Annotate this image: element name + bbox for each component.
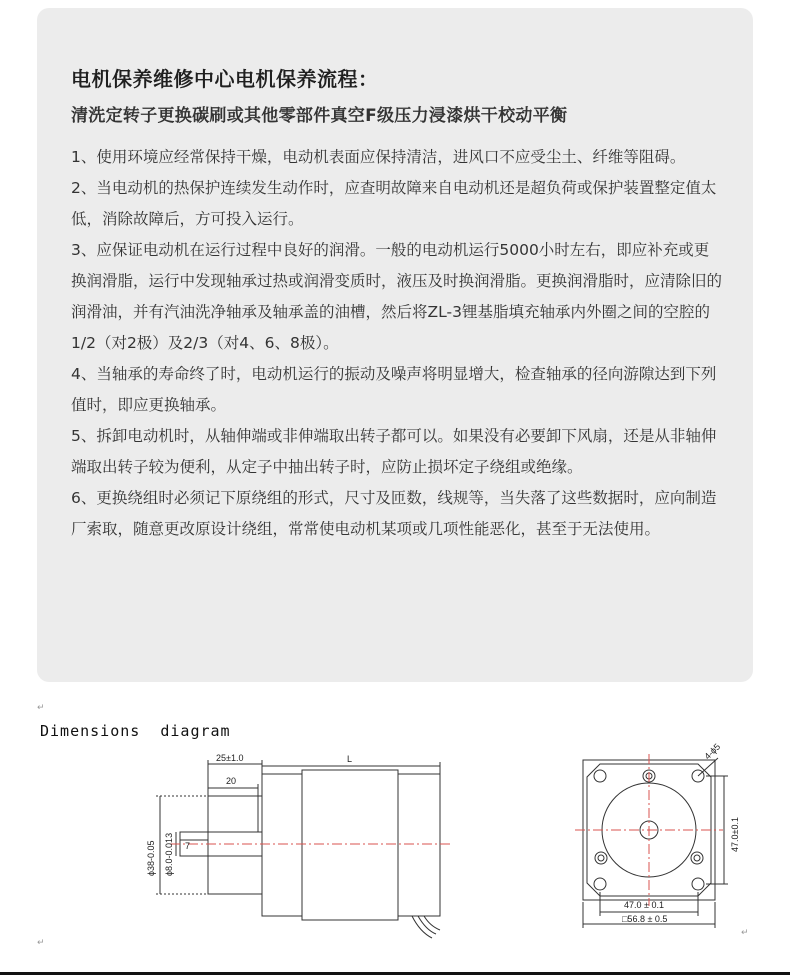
step-paragraph: 6、更换绕组时必须记下原绕组的形式，尺寸及匝数，线规等，当失落了这些数据时，应向制造厂索取，随意更改原设计绕组，常常使电动机某项或几项性能恶化，甚至于无法使用。 [71, 489, 717, 538]
dim-shaft-length: 20 [226, 776, 237, 786]
step-paragraph: 2、当电动机的热保护连续发生动作时，应查明故障来自电动机还是超负荷或保护装置整定值太低，消除故障后，方可投入运行。 [71, 179, 717, 228]
step-paragraph: 1、使用环境应经常保持干燥，电动机表面应保持清洁，进风口不应受尘土、纤维等阻碍。 [71, 148, 686, 166]
paragraph-mark: ↵ [741, 928, 749, 938]
step-paragraph: 5、拆卸电动机时，从轴伸端或非伸端取出转子都可以。如果没有必要卸下风扇，还是从非轴伸端取出转子较为便利，从定子中抽出转子时，应防止损坏定子绕组或绝缘。 [71, 427, 717, 476]
page-title: 电机保养维修中心电机保养流程： [71, 67, 379, 91]
mounting-hole [594, 878, 606, 890]
front-flange-outline [262, 774, 302, 916]
diagram-title: Dimensions diagram [40, 722, 231, 740]
pilot-boss-outline [208, 796, 262, 894]
dim-square: □56.8 ± 0.5 [622, 914, 668, 924]
paragraph-mark: ↵ [37, 703, 45, 713]
dim-holes: 4-ϕ5 [702, 741, 723, 762]
dim-hole-spacing-h: 47.0 ± 0.1 [624, 900, 664, 910]
step-paragraph: 4、当轴承的寿命终了时，电动机运行的振动及噪声将明显增大，检查轴承的径向游隙达到下列值时，即应更换轴承。 [71, 365, 717, 414]
bottom-divider [0, 972, 790, 975]
paragraph-mark: ↵ [37, 938, 45, 948]
mounting-hole [692, 878, 704, 890]
dimensions-diagram [0, 740, 790, 970]
step-paragraph: 3、应保证电动机在运行过程中良好的润滑。一般的电动机运行5000小时左右，即应补充或更换润滑脂，运行中发现轴承过热或润滑变质时，液压及时换润滑脂。更换润滑脂时，应清除旧的润滑油，并有汽油洗净轴承及轴承盖的油槽，然后将ZL-3锂基脂填充轴承内外圈之间的空腔的1/2（对2极）及2/3（对4、6、8极）。 [71, 241, 723, 352]
mounting-hole [594, 770, 606, 782]
dim-flange-dia: ϕ38-0.05 [146, 840, 156, 876]
motor-body-outline [302, 770, 398, 920]
dim-hole-spacing-v: 47.0±0.1 [730, 817, 740, 852]
maintenance-card [37, 8, 753, 682]
rear-cap-outline [398, 774, 440, 916]
maintenance-steps [71, 142, 723, 545]
dim-shaft-dia: ϕ8.0-0.013 [164, 832, 174, 876]
page-subtitle: 清洗定转子更换碳刷或其他零部件真空F级压力浸漆烘干校动平衡 [71, 106, 568, 126]
dim-flange-length: 25±1.0 [216, 753, 244, 763]
dim-body-length: L [347, 754, 353, 764]
dim-flat: 7 [185, 841, 191, 851]
